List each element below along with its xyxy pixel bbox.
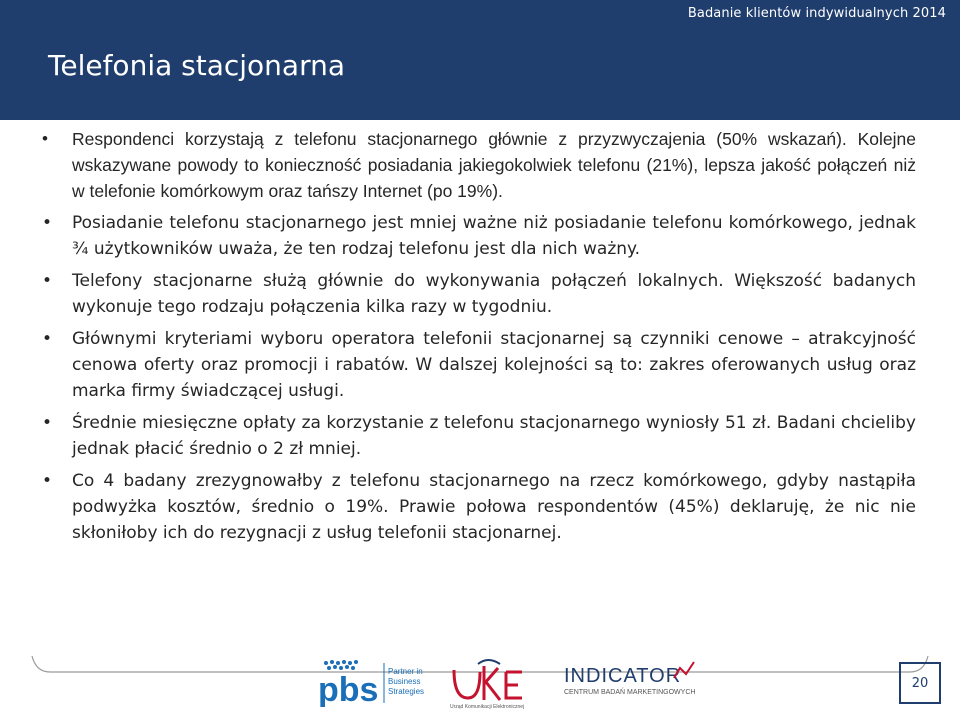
pbs-logo-text: pbs <box>318 671 379 707</box>
bullet-item <box>40 326 916 404</box>
bullet-text: Co 4 badany zrezygnowałby z telefonu stacjonarnego na rzecz komórkowego, gdyby nastąpiła podwyżka kosztów, średnio o 19%. Prawie połowa respondentów (45%) deklaruję, że nic nie skłoniłoby ich do rezygnacji z usług telefonii stacjonarnej. <box>72 471 916 543</box>
bullet-item <box>40 210 916 262</box>
uke-logo <box>448 658 533 710</box>
bullet-dot-icon: • <box>42 271 53 291</box>
slide-header <box>0 0 960 120</box>
pbs-logo <box>316 655 441 707</box>
indicator-tagline: CENTRUM BADAŃ MARKETINGOWYCH <box>564 689 696 696</box>
bullet-dot-icon: • <box>42 329 53 349</box>
uke-tagline: Urząd Komunikacji Elektronicznej <box>450 704 525 710</box>
page-number: 20 <box>899 662 941 704</box>
indicator-logo <box>562 660 697 700</box>
bullet-text: Telefony stacjonarne służą głównie do wykonywania połączeń lokalnych. Większość badanych wykonuje tego rodzaju połączenia kilka razy w tygodniu. <box>72 271 916 317</box>
pbs-tagline-line: Partner in <box>388 667 423 676</box>
bullet-dot-icon: • <box>42 129 48 148</box>
bullet-text: Głównymi kryteriami wyboru operatora telefonii stacjonarnej są czynniki cenowe – atrakcyjność cenowa oferty oraz promocji i rabatów. W dalszej kolejności są to: zakres oferowanych usług oraz marka firmy świadczącej usługi. <box>72 329 916 401</box>
bullet-item <box>40 126 916 204</box>
pbs-tagline-line: Strategies <box>388 687 425 696</box>
bullet-list <box>40 126 916 552</box>
pbs-tagline-line: Business <box>388 677 421 686</box>
bullet-dot-icon: • <box>42 213 53 233</box>
bullet-item <box>40 468 916 546</box>
bullet-dot-icon: • <box>42 471 53 491</box>
bullet-text: Respondenci korzystają z telefonu stacjonarnego głównie z przyzwyczajenia (50% wskazań). Kolejne wskazywane powody to konieczność posiadania jakiegokolwiek telefonu (21%), lepsza jakość połączeń niż w telefonie komórkowym oraz tańszy Internet (po 19%). <box>72 129 916 201</box>
slide-title: Telefonia stacjonarna <box>48 49 346 82</box>
indicator-logo-text: INDICATOR <box>564 665 682 687</box>
bullet-text: Posiadanie telefonu stacjonarnego jest mniej ważne niż posiadanie telefonu komórkowego, jednak ¾ użytkowników uważa, że ten rodzaj telefonu jest dla nich ważny. <box>72 213 916 259</box>
report-subtitle: Badanie klientów indywidualnych 2014 <box>687 6 946 21</box>
bullet-item <box>40 268 916 320</box>
bullet-text: Średnie miesięczne opłaty za korzystanie z telefonu stacjonarnego wyniosły 51 zł. Badani chcieliby jednak płacić średnio o 2 zł mniej. <box>72 413 916 459</box>
bullet-item <box>40 410 916 462</box>
bullet-dot-icon: • <box>42 413 53 433</box>
